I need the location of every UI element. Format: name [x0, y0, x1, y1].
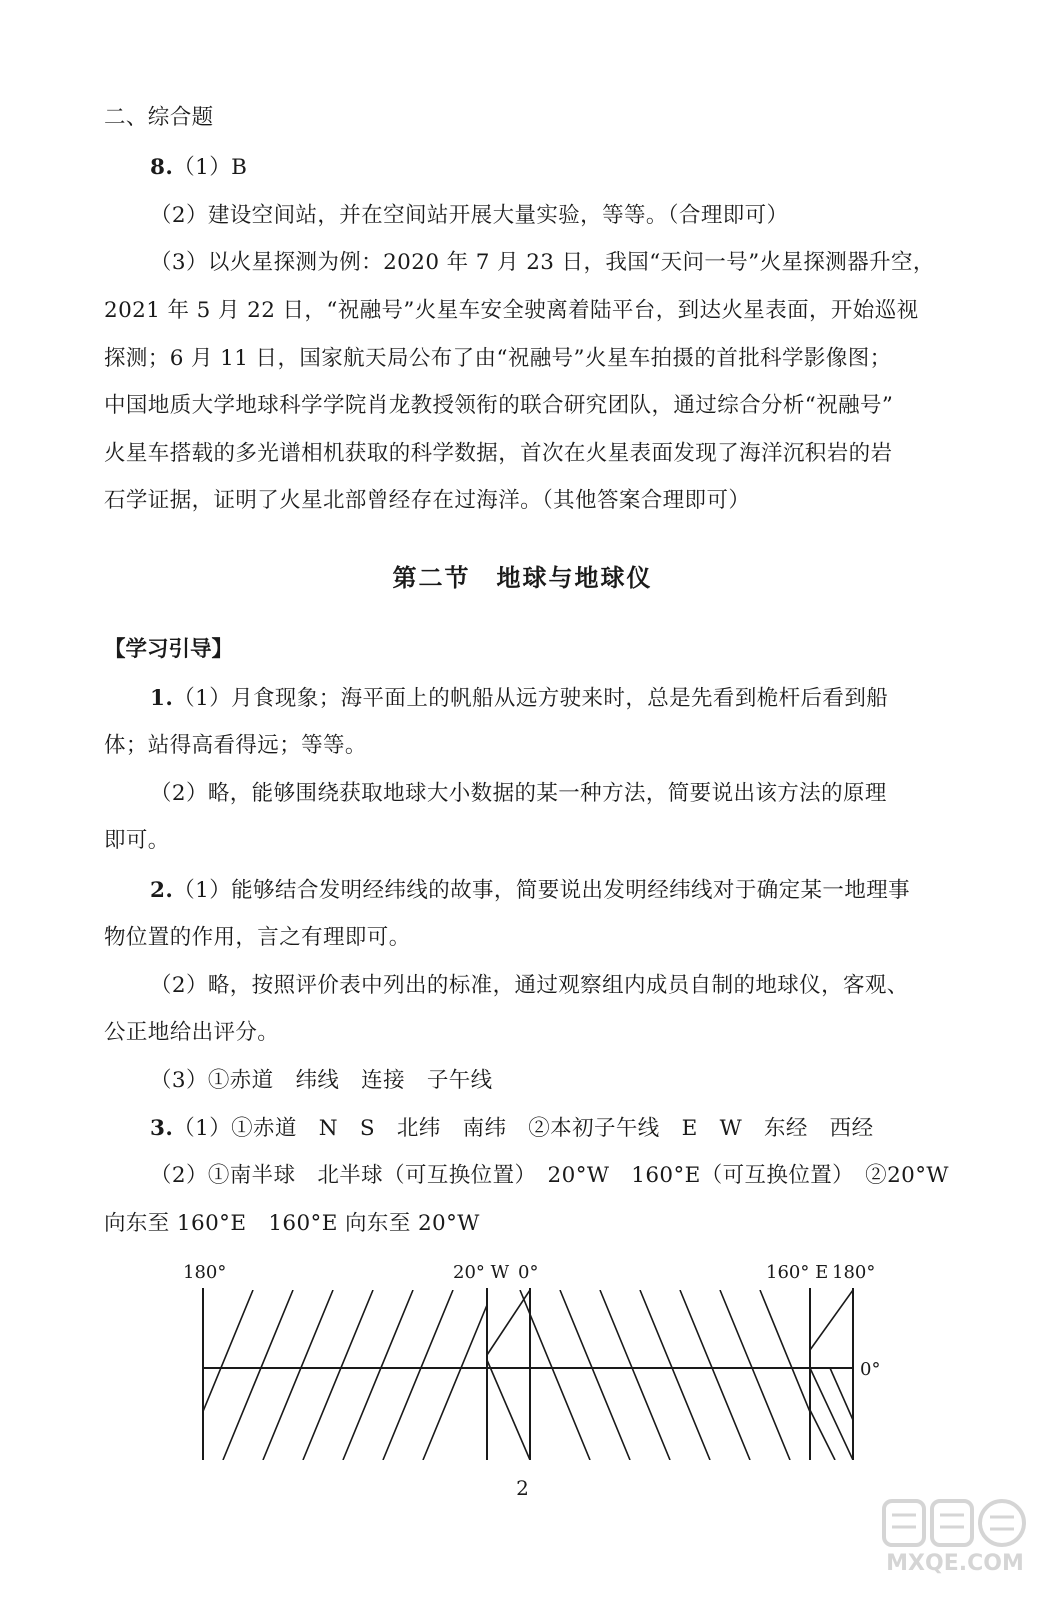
q3-answer-1-text: （1）①赤道 N S 北纬 南纬 ②本初子午线 E W 东经 西经	[173, 1116, 874, 1141]
q1-number: 1.	[150, 686, 174, 711]
hatch-lines	[183, 1290, 853, 1460]
q2-number: 2.	[150, 878, 174, 903]
watermark-text: MXQE.COM	[886, 1551, 1024, 1576]
q3-answer-2-line: （2）①南半球 北半球（可互换位置） 20°W 160°E（可互换位置） ②20°W	[150, 1163, 949, 1188]
q8-number: 8.	[150, 155, 174, 180]
label-160e: 160° E	[766, 1262, 829, 1283]
q8-answer-1	[150, 153, 247, 183]
longitude-diagram	[170, 1255, 900, 1470]
q8-answer-3-line: （3）以火星探测为例：2020 年 7 月 23 日，我国“天问一号”火星探测器升空，	[150, 250, 935, 275]
q8-answer-3-line: 火星车搭载的多光谱相机获取的科学数据，首次在火星表面发现了海洋沉积岩的岩	[104, 441, 893, 466]
q1-answer-2-line: （2）略，能够围绕获取地球大小数据的某一种方法，简要说出该方法的原理	[150, 781, 887, 806]
q2-answer-2-line: （2）略，按照评价表中列出的标准，通过观察组内成员自制的地球仪，客观、	[150, 973, 909, 998]
watermark-emblem-icon	[880, 1495, 1030, 1555]
q8-answer-3-line: 石学证据，证明了火星北部曾经存在过海洋。（其他答案合理即可）	[104, 488, 751, 513]
label-equator: 0°	[860, 1359, 881, 1380]
q3-number: 3.	[150, 1116, 174, 1141]
q2-answer-1-text: （1）能够结合发明经纬线的故事，简要说出发明经纬线对于确定某一地理事	[173, 878, 911, 903]
q3-answer-1	[150, 1114, 873, 1144]
learning-guide-heading: 【学习引导】	[104, 637, 234, 662]
page-number: 2	[516, 1476, 529, 1500]
label-180-right: 180°	[832, 1262, 876, 1283]
watermark-logo	[880, 1495, 1030, 1585]
q1-answer-1-line: 体；站得高看得远；等等。	[104, 733, 367, 758]
q2-answer-3: （3）①赤道 纬线 连接 子午线	[150, 1068, 493, 1093]
q3-answer-2-line: 向东至 160°E 160°E 向东至 20°W	[104, 1211, 480, 1236]
q2-answer-1-line	[150, 876, 910, 906]
section-title: 第二节 地球与地球仪	[392, 563, 653, 592]
section-heading-comprehensive: 二、综合题	[104, 105, 214, 130]
q2-answer-1-line: 物位置的作用，言之有理即可。	[104, 925, 411, 950]
q2-answer-2-line: 公正地给出评分。	[104, 1020, 280, 1045]
q1-answer-2-line: 即可。	[104, 828, 170, 853]
label-0-meridian: 0°	[518, 1262, 539, 1283]
label-20w: 20° W	[453, 1262, 510, 1283]
q1-answer-1-text: （1）月食现象；海平面上的帆船从远方驶来时，总是先看到桅杆后看到船	[173, 686, 889, 711]
q8-answer-3-line: 探测；6 月 11 日，国家航天局公布了由“祝融号”火星车拍摄的首批科学影像图；	[104, 346, 892, 371]
q1-answer-1-line	[150, 684, 888, 714]
q8-answer-1-text: （1）B	[173, 155, 248, 180]
label-180-left: 180°	[183, 1262, 227, 1283]
q8-answer-3-line: 2021 年 5 月 22 日，“祝融号”火星车安全驶离着陆平台，到达火星表面，开始巡视	[104, 298, 919, 323]
q8-answer-2: （2）建设空间站，并在空间站开展大量实验，等等。（合理即可）	[150, 203, 789, 228]
q8-answer-3-line: 中国地质大学地球科学学院肖龙教授领衔的联合研究团队，通过综合分析“祝融号”	[104, 393, 894, 418]
